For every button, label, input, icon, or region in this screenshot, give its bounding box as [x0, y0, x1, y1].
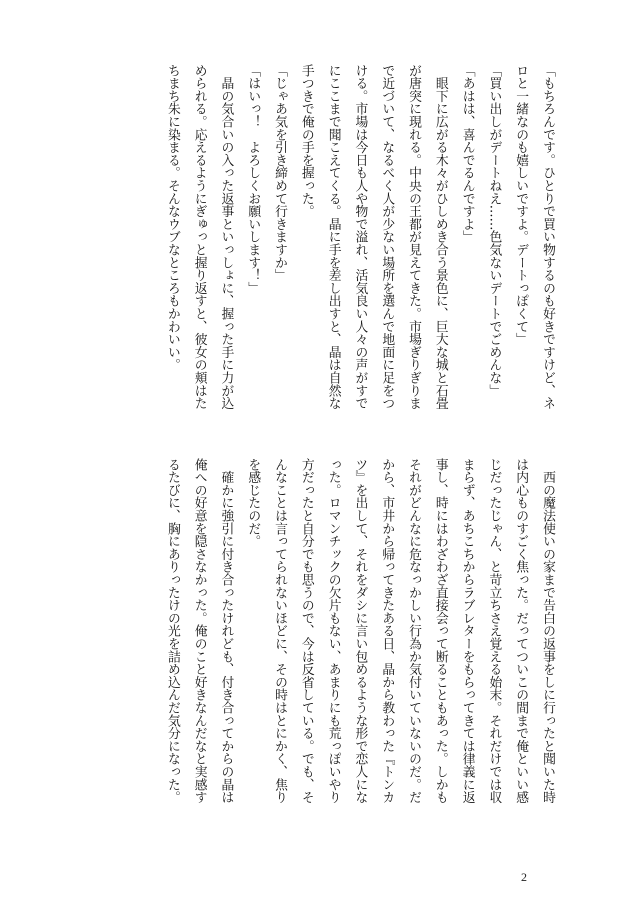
text-line: まらず、あちこちからラブレターをもらってきては律義に返	[459, 458, 475, 804]
text-line: 確かに強引に付き合ったけれども、付き合ってからの晶は	[218, 458, 234, 804]
text-line: は内心ものすごく焦った。だってついこの間まで俺といい感	[513, 458, 529, 804]
text-line: 事し、時にはわざわざ直接会って断ることもあった。しかも	[432, 458, 448, 804]
text-line: ちまち朱に染まる。そんなウブなところもかわいい。	[164, 64, 180, 372]
text-line: で近づいて、なるべく人が少ない場所を選んで地面に足をつ	[379, 64, 395, 410]
text-line: 晶の気合いの入った返事といっしょに、握った手に力が込	[218, 64, 234, 410]
lower-text-block	[164, 458, 560, 838]
text-line: を感じたのだ。	[245, 458, 261, 548]
text-line: 「もちろんです。ひとりで買い物するのも好きですけど、ネ	[540, 64, 555, 410]
text-line: じだったじゃん、と苛立ちさえ覚える始末。それだけでは収	[486, 458, 502, 804]
text-line: 「買い出しがデートねえ……色気ないデートでごめんな」	[486, 64, 502, 397]
text-line: ける。市場は今日も人や物で溢れ、活気良い人々の声がすで	[352, 64, 368, 410]
text-line: 方だったと自分でも思うので、今は反省している。でも、そ	[298, 458, 314, 804]
page-number: 2	[521, 870, 527, 884]
text-line: 手つきで俺の手を握った。	[298, 64, 314, 218]
upper-text-block	[164, 64, 560, 444]
text-line: が唐突に現れる。中央の王都が見えてきた。市場ぎりぎりま	[406, 64, 422, 410]
text-line: それがどんなに危なっかしい行為か気付いていないのだ。だ	[406, 458, 422, 804]
text-line: ツ』を出して、それをダシに言い包めるような形で恋人にな	[352, 458, 368, 804]
text-line: 「じゃあ気を引き締めて行きますか」	[272, 64, 288, 282]
text-line: ロと一緒なのも嬉しいですよ。デートっぽくて」	[513, 64, 529, 346]
text-line: められる。応えるようにぎゅっと握り返すと、彼女の頬はた	[191, 64, 207, 410]
text-line: った。ロマンチックの欠片もない、あまりにも荒っぽいやり	[325, 458, 341, 804]
text-line: 西の魔法使いの家まで告白の返事をしに行ったと聞いた時	[540, 458, 555, 804]
text-line: るたびに、胸にありったけの光を詰め込んだ気分になった。	[164, 458, 180, 804]
text-line: 「はいっ！ よろしくお願いします！」	[245, 64, 261, 295]
text-line: から、市井から帰ってきたある日、晶から教わった『トンカ	[379, 458, 395, 804]
text-line: 俺への好意を隠さなかった。俺のこと好きなんだなと実感す	[191, 458, 207, 804]
text-line: 眼下に広がる木々がひしめき合う景色に、巨大な城と石畳	[432, 64, 448, 410]
text-line: んなことは言ってられないほどに、その時はとにかく、焦り	[272, 458, 288, 804]
text-line: 「あはは、喜んでるんですよ」	[459, 64, 475, 244]
text-line: にここまで聞こえてくる。晶に手を差し出すと、晶は自然な	[325, 64, 341, 410]
